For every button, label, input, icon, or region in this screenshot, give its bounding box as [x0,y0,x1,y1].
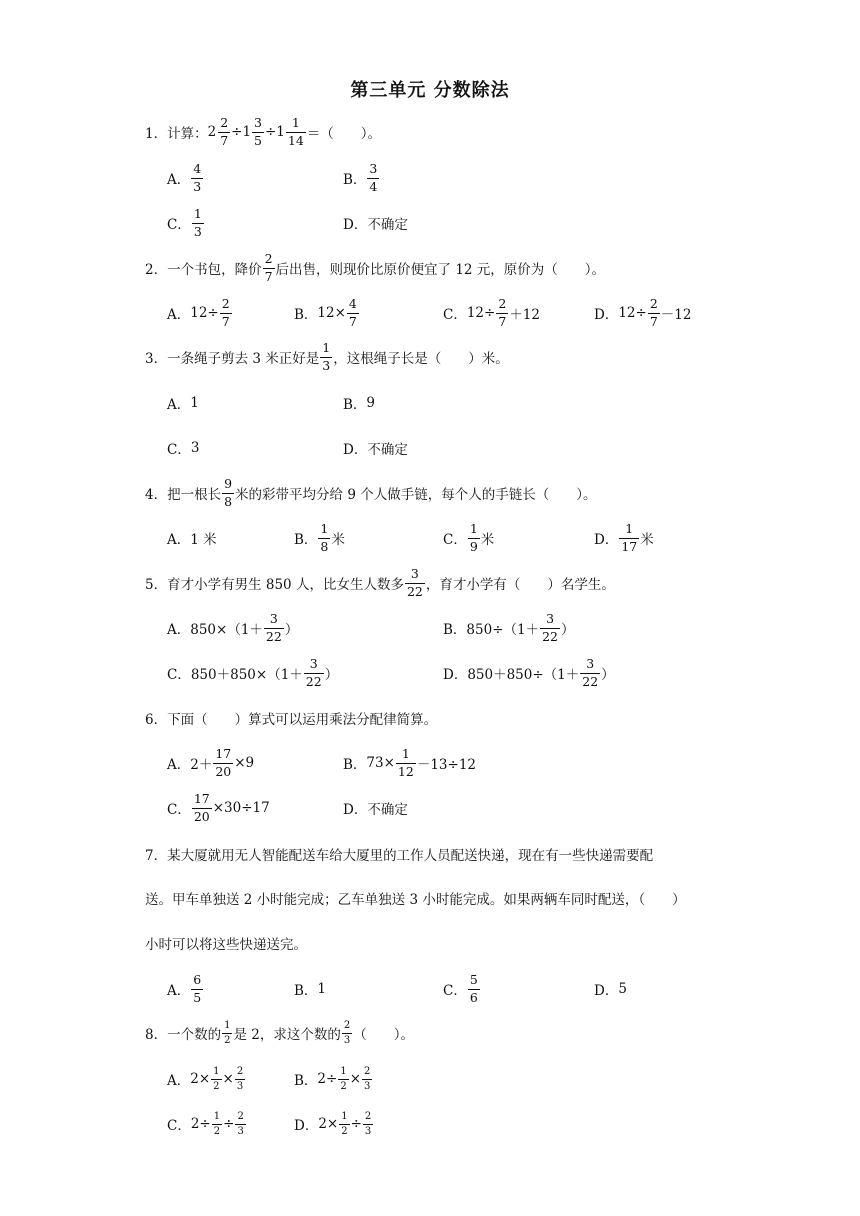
numerator: 2 [364,1110,372,1122]
question-number: 1．计算： [145,126,208,142]
option-a[interactable] [167,158,204,198]
option-text: 12× [317,305,346,321]
option-label: C． [167,442,191,458]
question-7-stem-line-3 [145,925,307,961]
denominator: 2 [224,1034,231,1046]
option-label: C． [443,307,467,323]
numerator: 1 [291,115,300,130]
option-text: 米 [640,532,654,548]
stem-text: 小时可以将这些快递送完。 [145,937,307,953]
question-4-stem [145,475,596,511]
numerator: 1 [193,206,202,221]
numerator: 17 [193,791,210,806]
option-text: 850＋850×（1＋ [190,667,303,683]
option-c[interactable] [443,293,540,333]
option-text: 米 [331,532,345,548]
option-label: D． [594,983,619,999]
option-text: 1 [317,981,327,997]
question-7-stem-line-1 [145,836,653,872]
denominator: 7 [220,132,229,148]
option-label: D． [294,1118,319,1134]
option-text: ÷ [350,1116,362,1132]
option-label: D． [594,307,619,323]
whole-part: 2 [207,124,217,140]
numerator: 2 [220,115,229,130]
stem-text: 2．一个书包，降价 [145,262,262,278]
stem-text: ＝（ ）。 [306,126,382,142]
option-c[interactable] [167,203,205,243]
option-label: B． [294,983,318,999]
denominator: 3 [364,1080,371,1092]
denominator: 3 [364,1125,372,1137]
option-text: 2× [318,1116,339,1132]
option-label: A． [167,172,191,188]
option-b[interactable] [294,518,345,558]
option-label: C． [443,532,467,548]
stem-text: 4．把一根长 [145,487,222,503]
denominator: 20 [193,808,210,824]
option-label: C． [443,983,467,999]
numerator: 2 [236,1065,244,1077]
denominator: 5 [193,989,202,1005]
numerator: 2 [498,296,507,311]
page-title: 第三单元 分数除法 [350,80,510,101]
numerator: 1 [469,521,478,536]
stem-text: 8．一个数的 [145,1027,222,1043]
option-label: C． [167,802,191,818]
question-8-stem [145,1015,414,1051]
stem-text: 米的彩带平均分给 9 个人做手链，每个人的手链长（ ）。 [235,487,597,503]
numerator: 1 [625,521,634,536]
option-text: 850＋850÷（1＋ [467,667,580,683]
option-b[interactable] [343,383,375,423]
option-text: ÷ [223,1116,235,1132]
option-a[interactable] [167,383,199,423]
numerator: 3 [586,656,595,671]
mixed-number [208,117,232,147]
question-5-stem [145,565,615,601]
option-label: B． [343,172,367,188]
option-label: B． [294,1073,318,1089]
option-d[interactable] [343,203,408,243]
denominator: 3 [343,1034,351,1046]
option-a[interactable] [167,969,204,1009]
denominator: 2 [340,1080,347,1092]
numerator: 6 [193,972,202,987]
option-d[interactable] [294,1104,374,1144]
denominator: 2 [341,1125,348,1137]
option-a[interactable] [167,1059,246,1099]
option-label: A． [167,397,191,413]
option-a[interactable] [167,608,298,648]
option-label: A． [167,307,191,323]
option-d[interactable] [594,293,691,333]
option-text: 2÷ [190,1116,211,1132]
option-b[interactable] [294,969,326,1009]
option-label: A． [167,532,191,548]
numerator: 2 [221,296,230,311]
numerator: 2 [237,1110,244,1122]
option-text: 2× [190,1071,211,1087]
option-text: ） [601,667,615,683]
denominator: 22 [582,673,599,689]
option-b[interactable] [343,743,476,783]
option-text: × [349,1071,362,1087]
option-a[interactable] [167,518,217,558]
denominator: 3 [322,357,331,373]
option-c[interactable] [443,518,494,558]
stem-text: ，这根绳子长是（ ）米。 [333,351,509,367]
option-text: 12÷ [618,305,647,321]
option-b[interactable] [443,608,575,648]
question-6-stem [145,700,437,736]
option-text: 5 [618,981,627,997]
option-text: ） [561,622,575,638]
option-b[interactable] [294,293,360,333]
option-c[interactable] [167,788,270,828]
option-text: ） [324,667,339,683]
stem-text: 3．一条绳子剪去 3 米正好是 [145,351,320,367]
option-label: D． [443,667,468,683]
numerator: 3 [309,656,318,671]
numerator: 3 [269,611,278,626]
option-b[interactable] [294,1059,373,1099]
denominator: 22 [406,583,423,599]
numerator: 9 [224,476,233,491]
option-d[interactable] [343,428,408,468]
numerator: 3 [546,611,555,626]
denominator: 14 [287,132,304,148]
denominator: 4 [369,178,378,194]
numerator: 3 [254,115,262,130]
option-label: A． [167,757,191,773]
option-text: 不确定 [367,442,408,458]
option-text: 1 [190,395,199,411]
option-c[interactable] [167,428,199,468]
option-label: B． [294,532,318,548]
option-text: 3 [190,440,200,456]
denominator: 8 [224,493,233,509]
option-label: D． [343,217,368,233]
numerator: 1 [224,1019,231,1031]
numerator: 5 [469,972,478,987]
numerator: 3 [369,161,378,176]
stem-text: 送。甲车单独送 2 小时能完成；乙车单独送 3 小时能完成。如果两辆车同时配送，（ ） [145,892,686,908]
option-text: 不确定 [367,802,408,818]
option-label: B． [343,757,367,773]
denominator: 3 [193,178,202,194]
question-3-stem [145,339,509,375]
denominator: 8 [320,538,329,554]
denominator: 22 [305,673,322,689]
option-text: ） [284,622,299,638]
option-text: －13÷12 [416,757,476,773]
numerator: 2 [649,296,658,311]
numerator: 3 [410,566,419,581]
option-text: 不确定 [367,217,408,233]
numerator: 17 [215,746,232,761]
denominator: 2 [213,1125,221,1137]
option-label: A． [167,622,191,638]
option-text: 米 [480,532,495,548]
option-label: B． [294,307,318,323]
denominator: 7 [221,313,230,329]
denominator: 12 [397,763,414,779]
option-a[interactable] [167,743,254,783]
numerator: 2 [264,251,273,266]
question-7-stem-line-2 [145,880,686,916]
stem-text: （ ）。 [353,1027,414,1043]
operator: ÷1 [265,124,285,140]
option-label: A． [167,983,191,999]
numerator: 1 [320,521,329,536]
option-text: 1 米 [190,532,217,548]
denominator: 2 [213,1080,220,1092]
option-d[interactable] [594,518,654,558]
option-a[interactable] [167,293,233,333]
denominator: 3 [236,1080,244,1092]
numerator: 2 [364,1065,371,1077]
denominator: 9 [469,538,478,554]
denominator: 22 [542,628,558,644]
option-label: B． [343,397,367,413]
option-label: D． [343,802,368,818]
option-label: D． [594,532,619,548]
denominator: 7 [498,313,507,329]
stem-text: 6．下面（ ）算式可以运用乘法分配律简算。 [145,712,438,728]
option-text: ×30÷17 [212,800,270,816]
denominator: 7 [348,313,357,329]
denominator: 7 [649,313,658,329]
option-label: D． [343,442,368,458]
option-text: 850÷（1＋ [466,622,540,638]
option-text: 12÷ [466,305,496,321]
option-label: A． [167,1073,191,1089]
denominator: 6 [469,989,478,1005]
option-b[interactable] [343,158,380,198]
option-c[interactable] [167,1104,247,1144]
numerator: 4 [348,296,357,311]
stem-text: 7．某大厦就用无人智能配送车给大厦里的工作人员配送快递，现在有一些快递需要配 [145,848,654,864]
option-label: C． [167,667,191,683]
option-text: 850×（1＋ [190,622,263,638]
numerator: 2 [343,1019,351,1031]
denominator: 7 [264,268,273,284]
denominator: 22 [265,628,282,644]
numerator: 1 [340,1065,347,1077]
option-label: C． [167,217,191,233]
option-d[interactable] [343,788,408,828]
numerator: 1 [213,1110,221,1122]
option-text: 2÷ [317,1071,338,1087]
numerator: 1 [322,340,331,355]
option-text: 2＋ [190,757,213,773]
option-d[interactable] [594,969,627,1009]
option-text: 73× [366,755,395,771]
option-label: C． [167,1118,191,1134]
denominator: 3 [237,1125,244,1137]
denominator: 20 [215,763,232,779]
denominator: 3 [193,223,202,239]
option-c[interactable] [167,653,338,693]
option-text: ＋12 [509,307,540,323]
option-label: B． [443,622,467,638]
stem-text: 后出售，则现价比原价便宜了 12 元，原价为（ ）。 [275,262,606,278]
option-d[interactable] [443,653,615,693]
question-2-stem [145,250,605,286]
stem-text: ，育才小学有（ ）名学生。 [425,577,615,593]
numerator: 1 [341,1110,348,1122]
operator: ÷1 [231,124,252,140]
option-text: × [222,1071,234,1087]
numerator: 4 [193,161,202,176]
denominator: 5 [254,132,262,148]
option-text: －12 [660,307,692,323]
option-text: 12÷ [190,305,219,321]
stem-text: 是 2，求这个数的 [233,1027,341,1043]
option-text: ×9 [234,755,255,771]
option-c[interactable] [443,969,481,1009]
numerator: 1 [213,1065,220,1077]
denominator: 17 [621,538,638,554]
stem-text: 5．育才小学有男生 850 人，比女生人数多 [145,577,404,593]
option-text: 9 [366,395,376,411]
numerator: 1 [401,746,410,761]
question-1-stem [145,114,381,150]
